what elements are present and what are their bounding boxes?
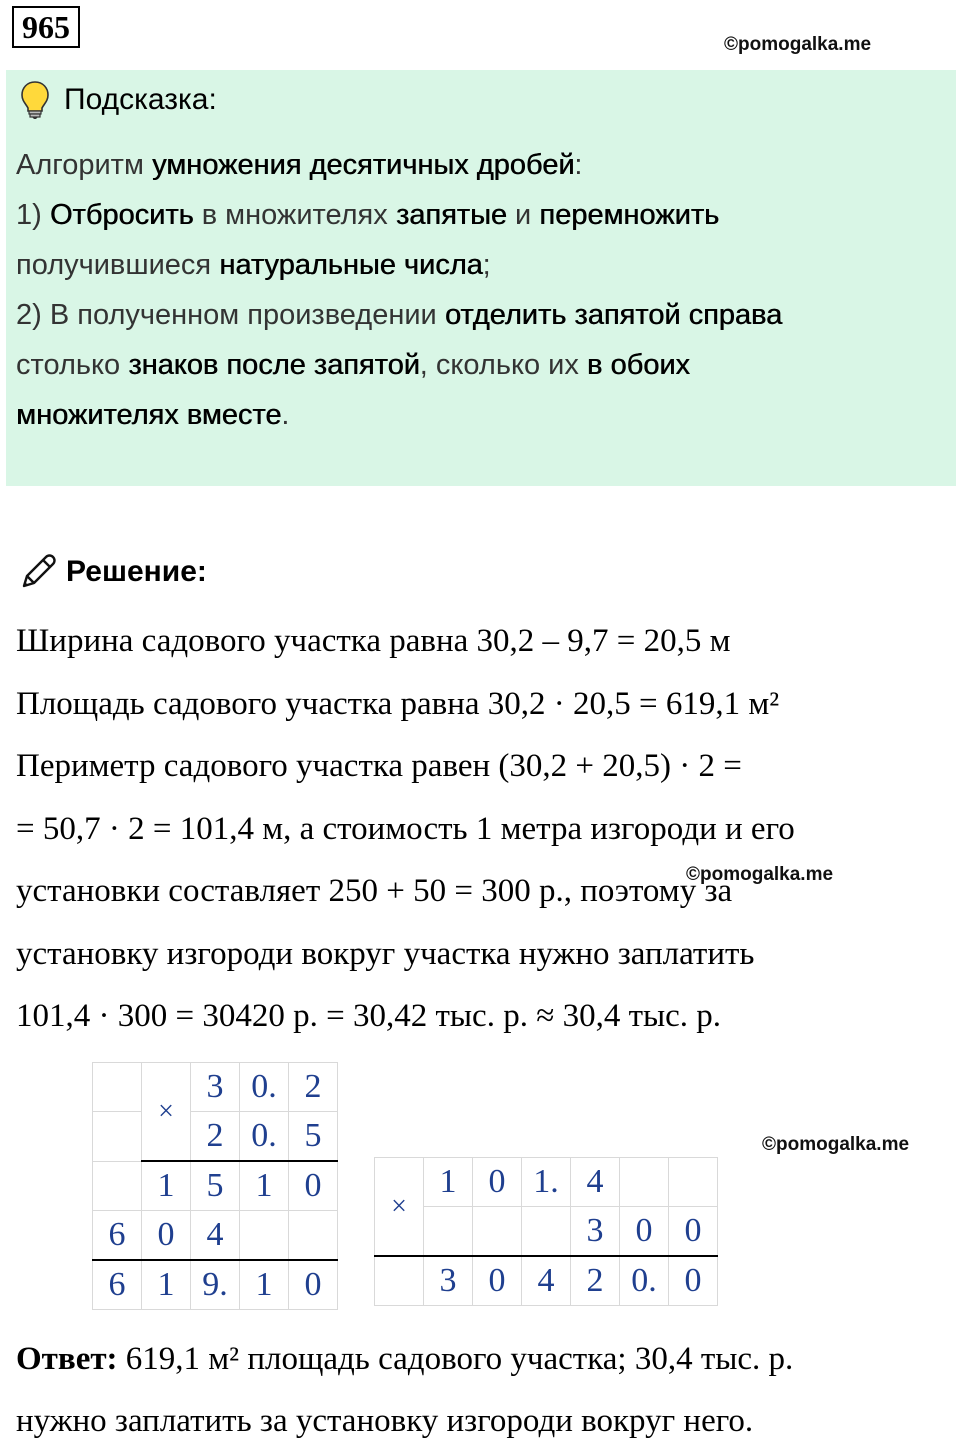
grid-row <box>93 1112 338 1162</box>
grid-digit: 0 <box>669 1256 718 1306</box>
grid-digit: 1 <box>142 1161 191 1211</box>
grid-row <box>375 1158 718 1207</box>
hint-line-2: 1) Отбросить в множителях запятые и перемножить <box>16 199 720 231</box>
answer-line-2: нужно заплатить за установку изгороди вокруг него. <box>16 1403 754 1439</box>
grid-digit: 3 <box>571 1207 620 1257</box>
grid-digit: 0 <box>473 1256 522 1306</box>
grid-digit: 6 <box>93 1260 142 1310</box>
grid-digit: 3 <box>191 1063 240 1112</box>
grid-digit: 5 <box>191 1161 240 1211</box>
hint-line-4: 2) В полученном произведении отделить запятой справа <box>16 299 783 331</box>
lightbulb-icon <box>20 80 50 120</box>
grid-digit: 0 <box>669 1207 718 1257</box>
hint-title-text: Подсказка: <box>64 83 217 116</box>
grid-row <box>375 1207 718 1257</box>
problem-number: 965 <box>12 6 80 48</box>
solution-line: 101,4 · 300 = 30420 р. = 30,42 тыс. р. ≈ 30,4 тыс. р. <box>16 998 722 1034</box>
grid-digit: 1 <box>142 1260 191 1310</box>
answer-line-1: Ответ: 619,1 м² площадь садового участка; 30,4 тыс. р. <box>16 1341 794 1377</box>
solution-line: = 50,7 · 2 = 101,4 м, а стоимость 1 метра изгороди и его <box>16 810 795 847</box>
watermark-top: ©pomogalka.me <box>724 34 872 55</box>
watermark-middle: ©pomogalka.me <box>686 864 834 885</box>
watermark-bottom: ©pomogalka.me <box>762 1134 910 1155</box>
grid-digit: 0 <box>142 1211 191 1261</box>
hint-title <box>20 80 217 120</box>
hint-line-6: множителях вместе. <box>16 399 290 431</box>
grid-digit: 1. <box>522 1158 571 1207</box>
hint-box <box>6 70 956 486</box>
grid-digit: 5 <box>289 1112 338 1162</box>
hint-line-3: получившиеся натуральные числа; <box>16 249 491 281</box>
pencil-icon <box>18 552 58 592</box>
solution-text <box>16 610 936 1048</box>
grid-row <box>93 1260 338 1310</box>
solution-line: Периметр садового участка равен (30,2 + 20,5) · 2 = <box>16 748 742 784</box>
grid-digit: 2 <box>191 1112 240 1162</box>
grid-digit: 9. <box>191 1260 240 1310</box>
solution-line: Площадь садового участка равна 30,2 · 20,5 = 619,1 м² <box>16 685 780 722</box>
grid-digit: 1 <box>424 1158 473 1207</box>
grid-digit: 3 <box>424 1256 473 1306</box>
grid-digit: 0. <box>240 1063 289 1112</box>
solution-line: Ширина садового участка равна 30,2 – 9,7 = 20,5 м <box>16 623 731 659</box>
grid-digit: 4 <box>522 1256 571 1306</box>
grid-digit: 6 <box>93 1211 142 1261</box>
grid-digit: 0 <box>289 1161 338 1211</box>
grid-row <box>93 1211 338 1261</box>
grid-row <box>375 1256 718 1306</box>
answer-label: Ответ: <box>16 1341 118 1377</box>
hint-line-5: столько знаков после запятой, сколько их в обоих <box>16 349 690 381</box>
grid-digit: 2 <box>289 1063 338 1112</box>
grid-digit: 1 <box>240 1260 289 1310</box>
grid-digit: 2 <box>571 1256 620 1306</box>
solution-title-text: Решение: <box>66 555 207 588</box>
multiplication-grid-2 <box>374 1157 718 1306</box>
hint-line-1: Алгоритм умножения десятичных дробей: <box>16 149 583 181</box>
grid-digit: 0 <box>289 1260 338 1310</box>
solution-line: установку изгороди вокруг участка нужно заплатить <box>16 935 755 972</box>
grid-digit: 4 <box>571 1158 620 1207</box>
multiply-sign: × <box>375 1158 424 1257</box>
grid-row <box>93 1063 338 1112</box>
multiplication-grid-1 <box>92 1062 338 1310</box>
grid-row <box>93 1161 338 1211</box>
multiply-sign: × <box>142 1063 191 1162</box>
grid-digit: 0 <box>620 1207 669 1257</box>
grid-digit: 0 <box>473 1158 522 1207</box>
grid-digit: 4 <box>191 1211 240 1261</box>
solution-line: установки составляет 250 + 50 = 300 р., поэтому за <box>16 873 733 909</box>
grid-digit: 0. <box>620 1256 669 1306</box>
hint-text <box>16 140 936 440</box>
grid-digit: 1 <box>240 1161 289 1211</box>
grid-digit: 0. <box>240 1112 289 1162</box>
answer <box>16 1328 936 1452</box>
solution-title <box>18 552 207 592</box>
